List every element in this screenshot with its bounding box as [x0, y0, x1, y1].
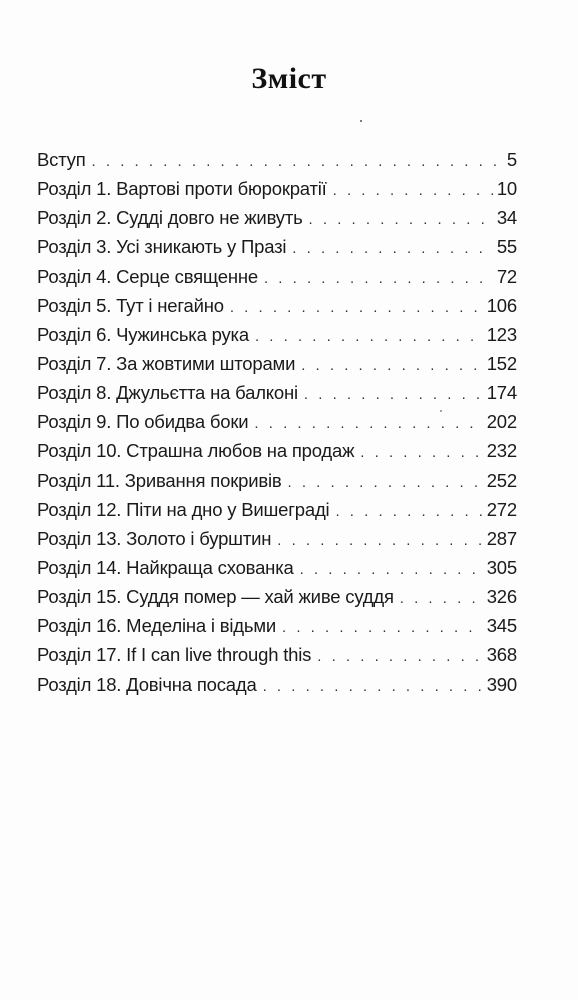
toc-entry	[37, 466, 517, 495]
toc-entry-label: Розділ 15. Суддя помер — хай живе суддя	[37, 586, 394, 608]
dot-leader	[282, 613, 483, 642]
toc-entry-page-number: 390	[486, 673, 517, 695]
toc-entry-page-number: 10	[496, 178, 517, 200]
dot-leader	[400, 584, 483, 613]
dot-leader	[277, 526, 482, 555]
dot-leader	[263, 672, 483, 701]
toc-entry-label: Розділ 11. Зривання покривів	[37, 469, 282, 491]
toc-entry-label: Розділ 1. Вартові проти бюрократії	[37, 178, 327, 200]
toc-entry	[37, 524, 517, 553]
toc-entry-page-number: 72	[496, 265, 517, 287]
dot-leader	[292, 234, 493, 263]
toc-entry-label: Розділ 9. По обидва боки	[37, 411, 249, 433]
toc-entry-label: Розділ 12. Піти на дно у Вишеграді	[37, 498, 330, 520]
toc-entry	[37, 670, 517, 699]
toc-entry-page-number: 174	[486, 382, 517, 404]
toc-entry-page-number: 232	[486, 440, 517, 462]
dot-leader	[304, 380, 483, 409]
dot-leader	[255, 322, 483, 351]
toc-entry-page-number: 272	[486, 498, 517, 520]
dot-leader	[92, 147, 503, 176]
toc-entry-label: Розділ 6. Чужинська рука	[37, 323, 249, 345]
toc-entry-label: Розділ 10. Страшна любов на продаж	[37, 440, 355, 462]
toc-entry-page-number: 152	[486, 352, 517, 374]
toc-entry	[37, 436, 517, 465]
toc-entry-page-number: 55	[496, 236, 517, 258]
toc-entry-label: Розділ 3. Усі зникають у Празі	[37, 236, 287, 258]
toc-entry	[37, 145, 517, 174]
toc-entry	[37, 174, 517, 203]
dot-leader	[335, 497, 482, 526]
toc-entry-page-number: 202	[486, 411, 517, 433]
toc-entry-label: Розділ 14. Найкраща схованка	[37, 556, 294, 578]
toc-entry-label: Розділ 8. Джульєтта на балконі	[37, 382, 298, 404]
dot-leader	[333, 176, 493, 205]
toc-entry-label: Вступ	[37, 149, 86, 170]
dot-leader	[230, 293, 483, 322]
toc-entry	[37, 495, 517, 524]
dot-leader	[254, 409, 482, 438]
toc-entry	[37, 553, 517, 582]
toc-entry-label: Розділ 16. Меделіна і відьми	[37, 615, 276, 637]
dot-leader	[360, 438, 482, 467]
toc-entry-label: Розділ 2. Судді довго не живуть	[37, 207, 303, 229]
toc-entry-page-number: 368	[486, 644, 517, 666]
table-of-contents	[37, 145, 517, 699]
toc-entry	[37, 232, 517, 261]
toc-entry-page-number: 106	[486, 294, 517, 316]
toc-entry	[37, 640, 517, 669]
toc-entry	[37, 203, 517, 232]
toc-entry-page-number: 34	[496, 207, 517, 229]
toc-entry-page-number: 287	[486, 527, 517, 549]
toc-entry	[37, 349, 517, 378]
toc-entry	[37, 378, 517, 407]
toc-entry-label: Розділ 17. If I can live through this	[37, 644, 312, 666]
toc-entry-label: Розділ 5. Тут і негайно	[37, 294, 224, 316]
toc-entry	[37, 262, 517, 291]
dot-leader	[300, 555, 483, 584]
toc-entry	[37, 582, 517, 611]
toc-entry-label: Розділ 7. За жовтими шторами	[37, 352, 296, 374]
toc-entry-page-number: 305	[486, 556, 517, 578]
toc-entry	[37, 291, 517, 320]
dot-leader	[264, 264, 493, 293]
page-title: Зміст	[251, 62, 327, 95]
dot-leader	[301, 351, 483, 380]
paper-speck	[360, 120, 362, 122]
toc-entry	[37, 407, 517, 436]
toc-entry	[37, 611, 517, 640]
toc-entry-label: Розділ 18. Довічна посада	[37, 673, 257, 695]
toc-entry	[37, 320, 517, 349]
dot-leader	[317, 642, 482, 671]
toc-entry-page-number: 345	[486, 615, 517, 637]
dot-leader	[288, 468, 483, 497]
toc-entry-label: Розділ 4. Серце священне	[37, 265, 258, 287]
toc-entry-page-number: 5	[506, 149, 517, 170]
toc-entry-page-number: 123	[486, 323, 517, 345]
toc-entry-label: Розділ 13. Золото і бурштин	[37, 527, 272, 549]
dot-leader	[309, 205, 493, 234]
toc-entry-page-number: 326	[486, 586, 517, 608]
toc-entry-page-number: 252	[486, 469, 517, 491]
